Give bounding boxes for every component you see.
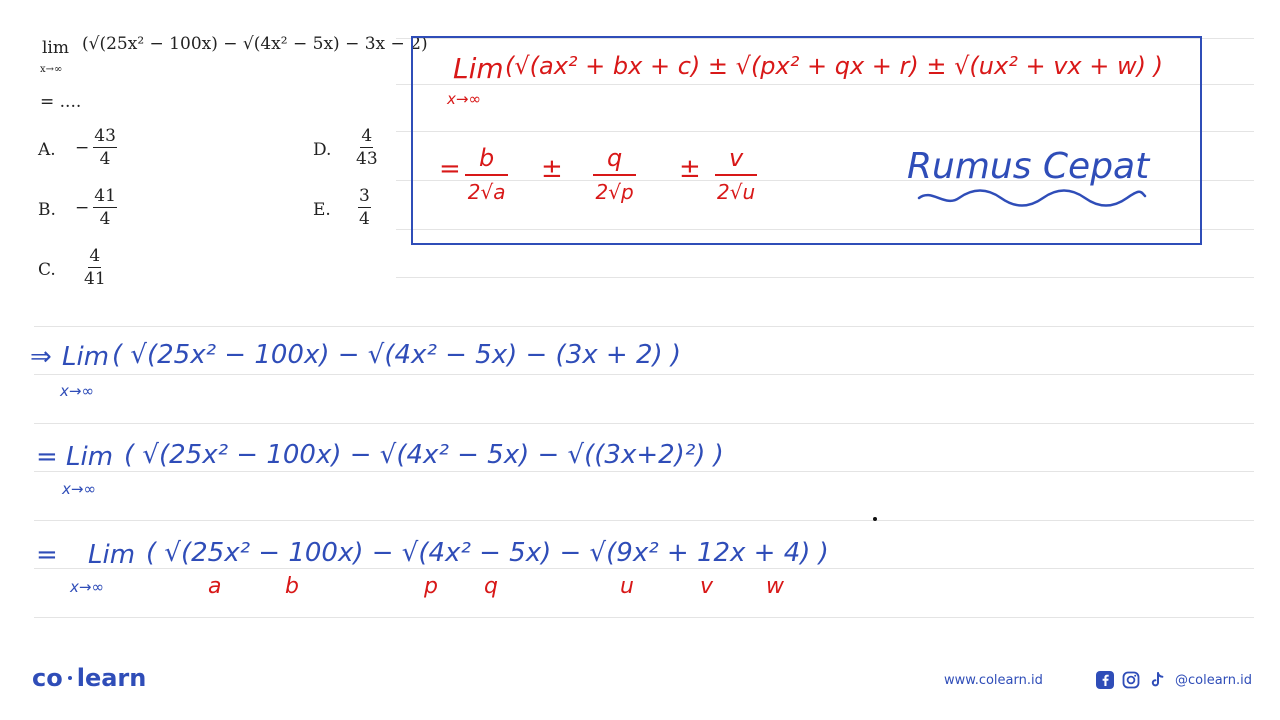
option-c-denominator: 41 <box>84 269 106 289</box>
logo-text-left: co <box>32 664 63 692</box>
social-links <box>1095 670 1252 690</box>
coef-label-p: p <box>424 574 438 599</box>
option-a-value[interactable] <box>75 126 117 169</box>
option-c-letter: C. <box>38 260 56 280</box>
line1-prefix: ⇒ <box>30 342 52 372</box>
option-e-letter: E. <box>313 200 331 220</box>
plus-minus-sign: ± <box>679 154 701 184</box>
formula-expression: (√(ax² + bx + c) ± √(px² + qx + r) ± √(ux² + vx + w) ) <box>505 52 1163 80</box>
coef-label-v: v <box>700 574 714 599</box>
fraction-denominator: 2√a <box>467 180 506 204</box>
option-b-denominator: 4 <box>99 209 111 229</box>
formula-equals: = <box>439 154 461 184</box>
question-lim-subscript: x→∞ <box>40 64 63 75</box>
logo-dot <box>68 676 72 680</box>
quick-formula-box <box>411 36 1202 245</box>
colearn-logo[interactable] <box>32 664 146 692</box>
fraction-denominator: 2√u <box>717 180 756 204</box>
plus-minus-sign: ± <box>541 154 563 184</box>
rumus-cepat-title: Rumus Cepat <box>907 146 1150 187</box>
formula-fraction-v <box>715 144 757 204</box>
rule-line <box>396 277 1254 278</box>
formula-lim: Lim <box>453 52 504 85</box>
option-b-numerator: 41 <box>94 186 116 206</box>
line2-expression: ( √(25x² − 100x) − √(4x² − 5x) − √((3x+2)²) ) <box>124 440 724 470</box>
rule-line <box>34 326 1254 327</box>
option-e-value[interactable] <box>354 186 371 229</box>
option-d-letter: D. <box>313 140 332 160</box>
option-e-denominator: 4 <box>359 209 370 229</box>
fraction-numerator: q <box>593 144 636 176</box>
formula-fraction-b <box>465 144 508 204</box>
option-e-numerator: 3 <box>359 186 370 206</box>
option-b-value[interactable] <box>75 186 117 229</box>
line2-prefix: = <box>36 442 58 472</box>
coef-label-w: w <box>766 574 784 599</box>
option-b-sign: − <box>75 197 90 218</box>
option-d-denominator: 43 <box>356 149 378 169</box>
rule-line <box>34 374 1254 375</box>
line3-prefix: = <box>36 540 58 570</box>
wavy-underline <box>917 188 1147 208</box>
rule-line <box>34 471 1254 472</box>
option-a-denominator: 4 <box>99 149 111 169</box>
rule-line <box>34 520 1254 521</box>
question-expression: (√(25x² − 100x) − √(4x² − 5x) − 3x − 2) <box>82 34 428 54</box>
website-link[interactable]: www.colearn.id <box>944 673 1043 688</box>
question-equals: = .... <box>40 92 82 112</box>
line2-lim: Lim <box>66 442 114 472</box>
stray-dot <box>873 517 877 521</box>
line1-lim-subscript: x→∞ <box>60 382 94 400</box>
fraction-numerator: v <box>715 144 757 176</box>
option-c-value[interactable] <box>80 246 106 289</box>
option-d-numerator: 4 <box>361 126 373 146</box>
option-a-letter: A. <box>38 140 56 160</box>
option-a-numerator: 43 <box>94 126 116 146</box>
line1-expression: ( √(25x² − 100x) − √(4x² − 5x) − (3x + 2) ) <box>112 340 682 370</box>
social-handle[interactable]: @colearn.id <box>1175 672 1253 688</box>
formula-lim-subscript: x→∞ <box>447 90 481 108</box>
question-lim: lim <box>42 38 69 58</box>
coef-label-u: u <box>620 574 634 599</box>
fraction-denominator: 2√p <box>595 180 634 204</box>
instagram-icon[interactable] <box>1121 670 1141 690</box>
coef-label-q: q <box>484 574 498 599</box>
question-block <box>30 30 428 300</box>
line2-lim-subscript: x→∞ <box>62 480 96 498</box>
line3-lim-subscript: x→∞ <box>70 578 104 596</box>
rule-line <box>34 423 1254 424</box>
line1-lim: Lim <box>62 342 110 372</box>
rule-line <box>34 617 1254 618</box>
facebook-icon[interactable] <box>1095 670 1115 690</box>
formula-fraction-q <box>593 144 636 204</box>
option-d-value[interactable] <box>352 126 378 169</box>
option-c-numerator: 4 <box>89 246 101 266</box>
rule-line <box>34 568 1254 569</box>
option-a-sign: − <box>75 137 90 158</box>
fraction-numerator: b <box>465 144 508 176</box>
coef-label-b: b <box>285 574 299 599</box>
line3-lim: Lim <box>88 540 136 570</box>
logo-text-right: learn <box>76 664 147 692</box>
option-b-letter: B. <box>38 200 56 220</box>
line3-expression: ( √(25x² − 100x) − √(4x² − 5x) − √(9x² + 12x + 4) ) <box>146 538 829 568</box>
tiktok-icon[interactable] <box>1147 670 1167 690</box>
coef-label-a: a <box>208 574 222 599</box>
